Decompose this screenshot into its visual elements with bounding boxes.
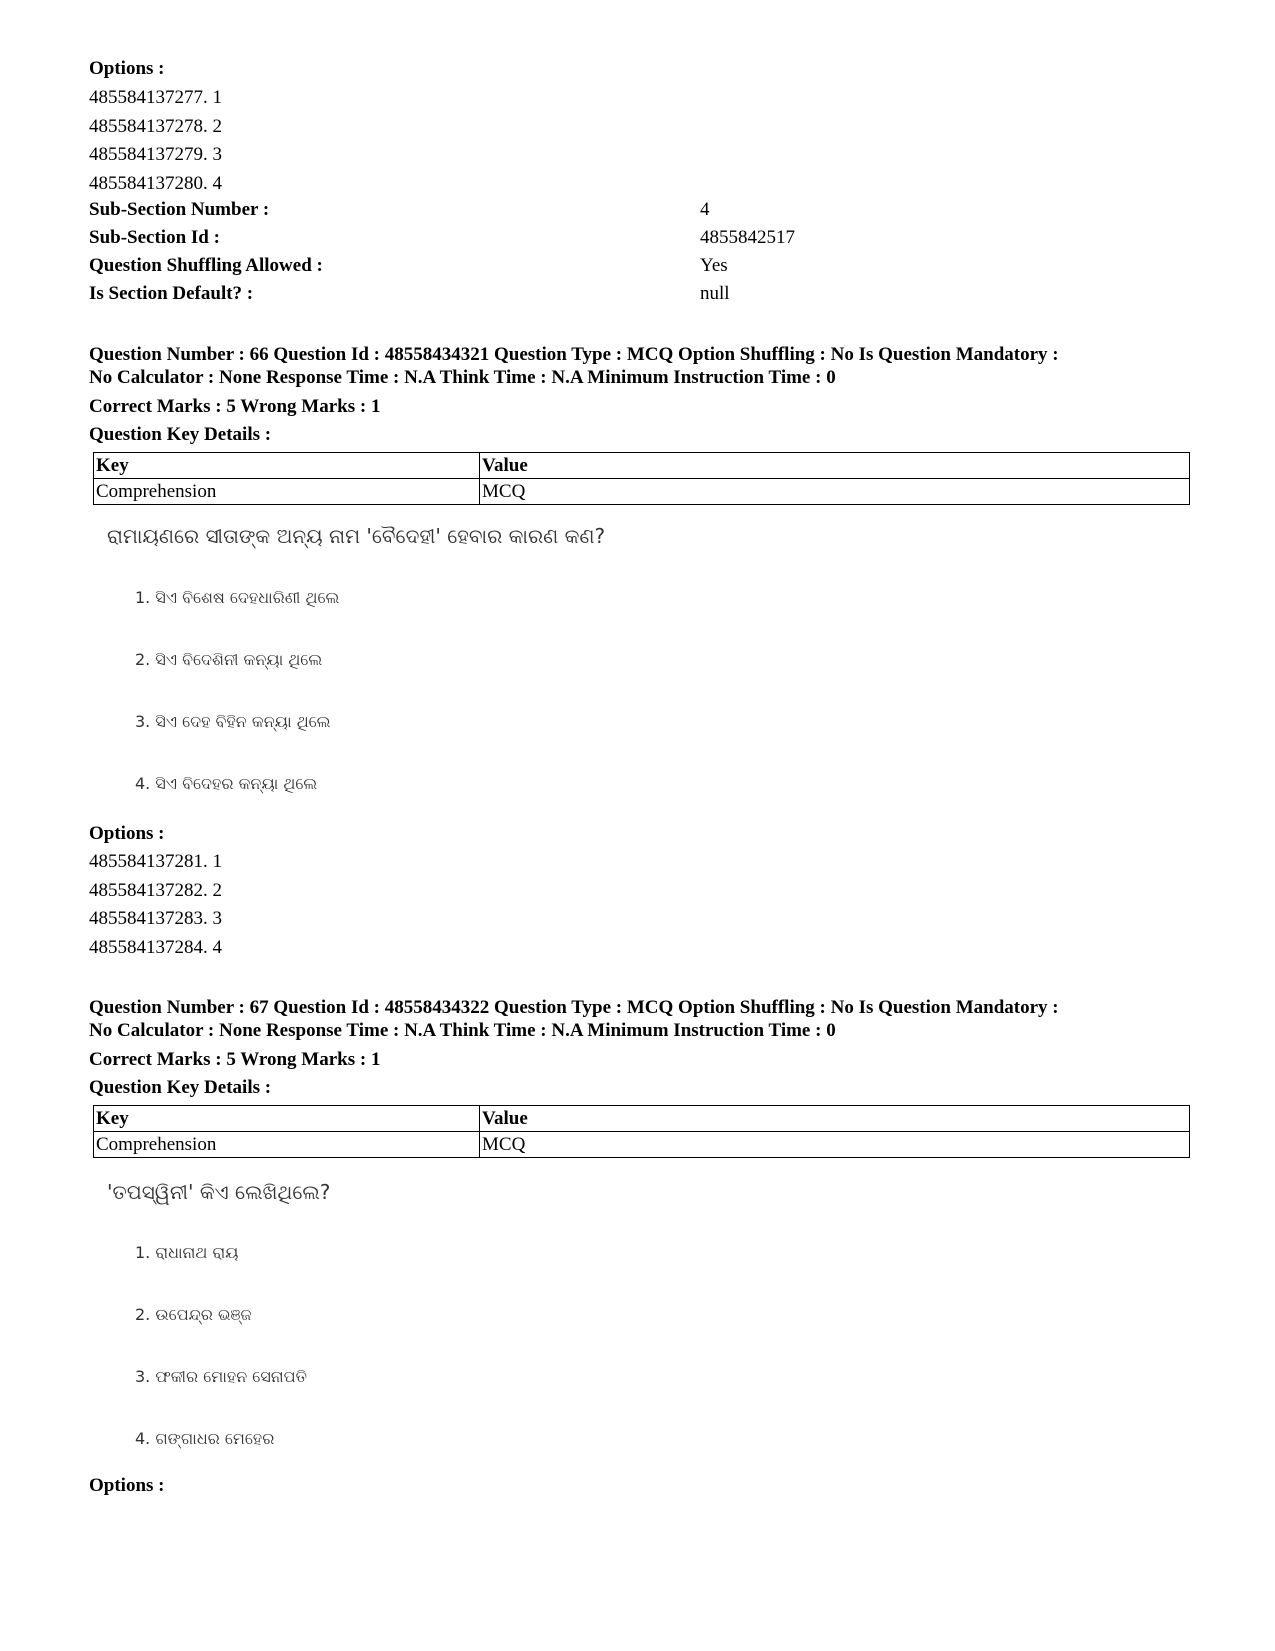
choice-4: 4. ଗଙ୍ଗାଧର ମେହେର <box>135 1429 275 1448</box>
question-header-line: Question Number : 66 Question Id : 48558434321 Question Type : MCQ Option Shuffling : No Is Question Mandatory : <box>89 344 1059 365</box>
table-header-row <box>94 453 1190 479</box>
marks-line: Correct Marks : 5 Wrong Marks : 1 <box>89 396 381 417</box>
question-header-line: No Calculator : None Response Time : N.A Think Time : N.A Minimum Instruction Time : 0 <box>89 367 836 388</box>
marks-line: Correct Marks : 5 Wrong Marks : 1 <box>89 1049 381 1070</box>
question-stem: ରାମାୟଣରେ ସୀତାଙ୍କ ଅନ୍ୟ ନାମ 'ବୈଦେହୀ' ହେବାର କାରଣ କଣ? <box>107 524 606 548</box>
option-id: 485584137279. 3 <box>89 144 222 165</box>
table-cell: MCQ <box>480 1132 1190 1158</box>
subsection-id-row <box>89 227 1089 255</box>
table-row <box>94 479 1190 505</box>
option-id: 485584137284. 4 <box>89 936 222 958</box>
question-header <box>89 996 1209 1042</box>
table-row <box>94 1132 1190 1158</box>
option-id: 485584137277. 1 <box>89 87 222 108</box>
table-header-cell: Value <box>480 453 1190 479</box>
meta-key: Is Section Default? : <box>89 283 254 304</box>
table-cell: Comprehension <box>94 1132 480 1158</box>
key-details-table <box>93 1105 1190 1158</box>
key-details-label: Question Key Details : <box>89 424 272 445</box>
table-header-cell: Key <box>94 1106 480 1132</box>
meta-key: Sub-Section Number : <box>89 199 270 220</box>
question-shuffling-row <box>89 255 1089 283</box>
question-stem-image <box>107 1180 330 1204</box>
option-id: 485584137281. 1 <box>89 851 222 872</box>
choice-2: 2. ଉପେନ୍ଦ୍ର ଭଞ୍ଜ <box>135 1305 252 1324</box>
choice-2: 2. ସିଏ ବିଦେଶିନୀ କନ୍ୟା ଥିଲେ <box>135 650 323 669</box>
key-details-label: Question Key Details : <box>89 1077 272 1098</box>
choice-3: 3. ଫକୀର ମୋହନ ସେନାପତି <box>135 1367 307 1386</box>
options-label: Options : <box>89 58 165 79</box>
table-header-cell: Value <box>480 1106 1190 1132</box>
choice-1: 1. ରାଧାନାଥ ରାୟ <box>135 1243 239 1262</box>
question-header-line: No Calculator : None Response Time : N.A Think Time : N.A Minimum Instruction Time : 0 <box>89 1020 836 1041</box>
option-id: 485584137278. 2 <box>89 115 222 137</box>
table-cell: MCQ <box>480 479 1190 505</box>
meta-value: 4855842517 <box>700 227 795 248</box>
question-header-line: Question Number : 67 Question Id : 48558434322 Question Type : MCQ Option Shuffling : No Is Question Mandatory : <box>89 997 1059 1018</box>
meta-value: 4 <box>700 199 710 220</box>
subsection-number-row <box>89 199 1089 227</box>
option-id: 485584137283. 3 <box>89 908 222 929</box>
options-list <box>89 848 222 962</box>
choice-3: 3. ସିଏ ଦେହ ବିହିନ କନ୍ୟା ଥିଲେ <box>135 712 331 731</box>
option-id: 485584137282. 2 <box>89 879 222 901</box>
meta-key: Sub-Section Id : <box>89 227 220 248</box>
key-details-table <box>93 452 1190 505</box>
option-id: 485584137280. 4 <box>89 172 222 194</box>
table-header-row <box>94 1106 1190 1132</box>
table-header-cell: Key <box>94 453 480 479</box>
choice-4: 4. ସିଏ ବିଦେହର କନ୍ୟା ଥିଲେ <box>135 774 318 793</box>
table-cell: Comprehension <box>94 479 480 505</box>
options-label: Options : <box>89 1475 165 1496</box>
options-list <box>89 84 222 198</box>
choice-1: 1. ସିଏ ବିଶେଷ ଦେହଧାରିଣୀ ଥିଲେ <box>135 588 340 607</box>
meta-value: null <box>700 283 730 304</box>
question-stem-image <box>107 524 605 548</box>
question-header <box>89 343 1209 389</box>
meta-value: Yes <box>700 255 728 276</box>
question-stem: 'ତପସ୍ୱିନୀ' କିଏ ଲେଖିଥିଲେ? <box>107 1180 331 1204</box>
meta-key: Question Shuffling Allowed : <box>89 255 323 276</box>
section-default-row <box>89 283 1089 311</box>
options-label: Options : <box>89 823 165 844</box>
